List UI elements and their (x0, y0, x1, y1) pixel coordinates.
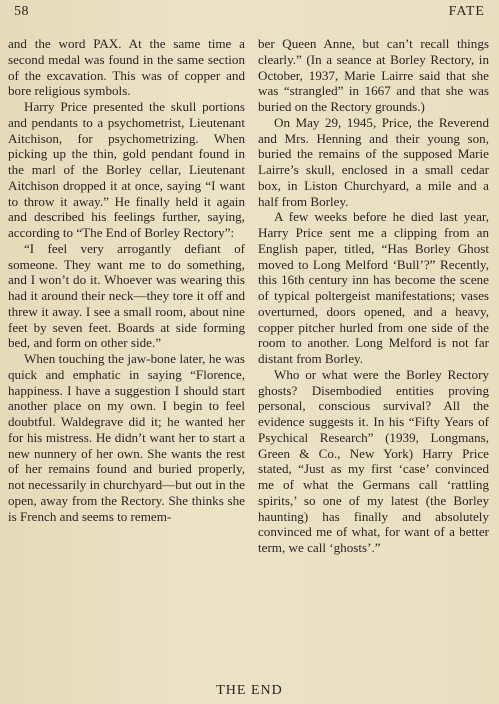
paragraph: Who or what were the Borley Rectory ghosts? Disembodied entities proving personal, conscious survival? All the evidence suggests it. In his “Fifty Years of Psychical Research” (1939, Longmans, Green & Co., New York) Harry Price stated, “Just as my first ‘case’ convinced me of what the Germans call ‘rattling spirits,’ so one of my latest (the Borley haunting) has finally and absolutely convinced me of what, for want of a better term, we call ‘ghosts’.” (258, 366, 489, 555)
end-marker: THE END (216, 683, 283, 698)
left-column (8, 36, 245, 524)
paragraph: and the word PAX. At the same time a second medal was found in the same section of the excavation. This was of copper and bore religious symbols. (8, 36, 245, 99)
paragraph: Harry Price presented the skull portions and pendants to a psychometrist, Lieutenant Aitchison, for psychometrizing. When picking up the thin, gold pendant found in the marl of the Borley cellar, Lieutenant Aitchison dropped it at once, saying “I want to throw it away.” He finally held it again and described his feelings further, saying, according to “The End of Borley Rectory”: (8, 99, 245, 240)
paragraph: When touching the jaw-bone later, he was quick and emphatic in saying “Florence, happiness. I have a suggestion I should start another place on my own. I begin to feel doubtful. Waldegrave did it; he wanted her for his mistress. He didn’t want her to start a new nunnery of her own. She wants the rest of her remains found and buried properly, not necessarily in churchyard—but out in the open, away from the Rectory. She thinks she is French and seems to remem- (8, 351, 245, 524)
quote-paragraph: “I feel very arrogantly defiant of someone. They want me to do something, and I won’t do it. Whoever was wearing this had it around their neck—they tore it off and threw it away. I see a small room, about nine feet by seven feet. Boards at side forming bed, and form on other side.” (8, 240, 245, 351)
paragraph: ber Queen Anne, but can’t recall things clearly.” (In a seance at Borley Rectory, in October, 1937, Marie Lairre said that she was “strangled” in 1667 and that she was buried on the Rectory grounds.) (258, 36, 489, 114)
paragraph: A few weeks before he died last year, Harry Price sent me a clipping from an English paper, titled, “Has Borley Ghost moved to Long Melford ‘Bull’?” Recently, this 16th century inn has become the scene of typical poltergeist manifestations; vases overturned, doors opened, and a heavy, copper pitcher hurled from one side of the room to another. Long Melford is not far distant from Borley. (258, 209, 489, 366)
magazine-title: FATE (448, 4, 485, 19)
paragraph: On May 29, 1945, Price, the Reverend and Mrs. Henning and their young son, buried the remains of the supposed Marie Lairre’s skull, enclosed in a small cedar box, in Liston Churchyard, a mile and a half from Borley. (258, 114, 489, 209)
page-number: 58 (14, 4, 29, 19)
right-column (258, 36, 489, 556)
